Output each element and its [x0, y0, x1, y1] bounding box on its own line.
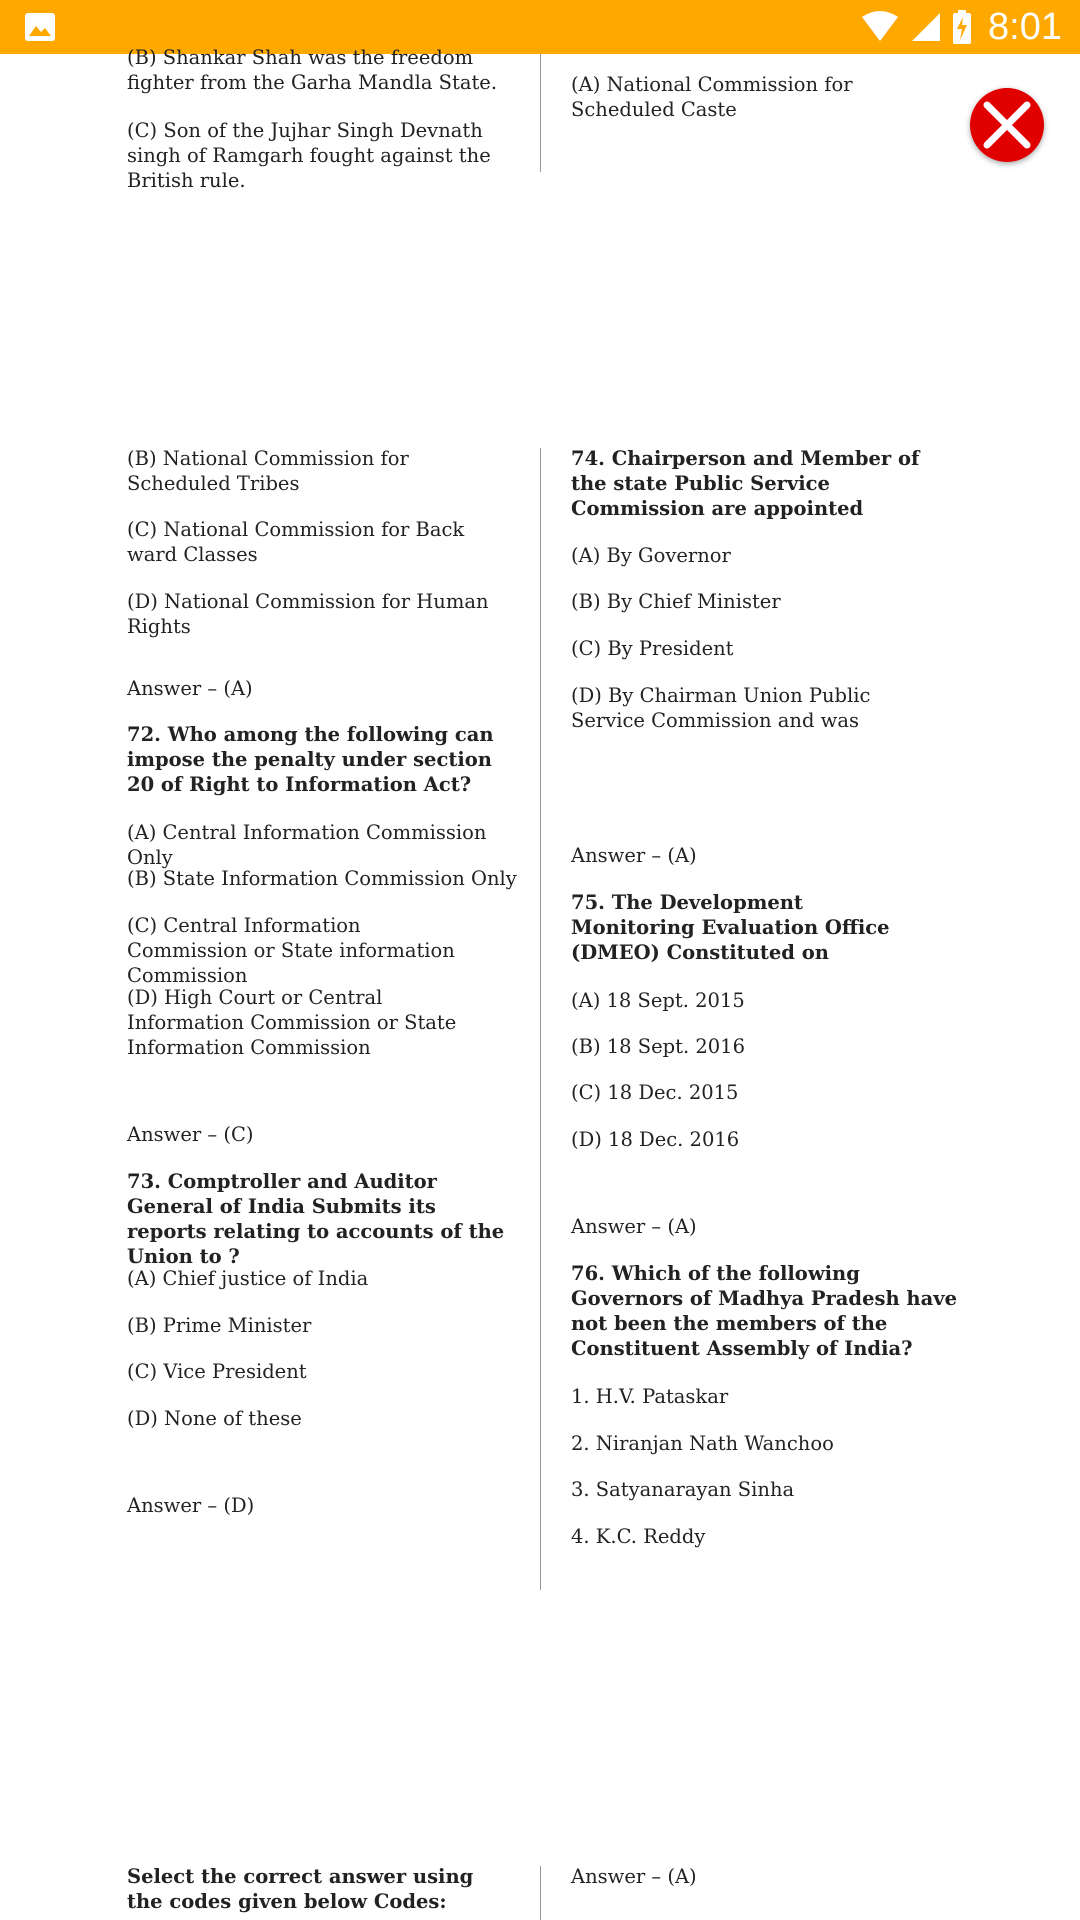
close-x-icon [970, 88, 1044, 162]
answer-text: Answer – (A) [571, 1215, 697, 1238]
option-text: (A) Chief justice of India [127, 1267, 369, 1290]
option-text: (C) Central Information Commission or State information Commission [127, 914, 455, 987]
option-text: (C) 18 Dec. 2015 [571, 1081, 739, 1104]
wifi-icon [860, 11, 900, 43]
status-right-group [860, 0, 1062, 54]
answer-text: Answer – (A) [571, 1865, 697, 1888]
option-text: (B) Prime Minister [127, 1314, 312, 1337]
option-text: (D) High Court or Central Information Commission or State Information Commission [127, 986, 457, 1059]
question-heading: 72. Who among the following can impose the penalty under section 20 of Right to Information Act? [127, 723, 494, 796]
column-divider [540, 1866, 541, 1920]
option-text: (A) 18 Sept. 2015 [571, 989, 745, 1012]
option-text: (A) By Governor [571, 544, 731, 567]
question-heading: 73. Comptroller and Auditor General of India Submits its reports relating to accounts of the Union to ? [127, 1170, 505, 1268]
option-text: (D) None of these [127, 1407, 302, 1430]
option-text: (B) Shankar Shah was the freedom fighter from the Garha Mandla State. [127, 46, 498, 94]
answer-text: Answer – (A) [571, 844, 697, 867]
option-text: (C) Son of the Jujhar Singh Devnath singh of Ramgarh fought against the British rule. [127, 119, 491, 192]
option-text: (A) National Commission for Scheduled Caste [571, 73, 853, 121]
option-text: (D) By Chairman Union Public Service Commission and was [571, 684, 871, 732]
option-text: 4. K.C. Reddy [571, 1525, 706, 1548]
question-heading: 75. The Development Monitoring Evaluation Office (DMEO) Constituted on [571, 891, 890, 964]
close-button[interactable] [970, 88, 1044, 162]
option-text: (B) State Information Commission Only [127, 867, 517, 890]
question-heading: 74. Chairperson and Member of the state Public Service Commission are appointed [571, 447, 920, 520]
option-text: 3. Satyanarayan Sinha [571, 1478, 795, 1501]
option-text: (C) National Commission for Back ward Classes [127, 518, 465, 566]
option-text: (D) National Commission for Human Rights [127, 590, 489, 638]
option-text: 2. Niranjan Nath Wanchoo [571, 1432, 834, 1455]
column-divider [540, 54, 541, 172]
option-text: (B) By Chief Minister [571, 590, 781, 613]
question-heading: 76. Which of the following Governors of Madhya Pradesh have not been the members of the Constituent Assembly of India? [571, 1262, 957, 1360]
option-text: (B) National Commission for Scheduled Tribes [127, 447, 409, 495]
signal-icon [910, 11, 942, 43]
battery-charging-icon [952, 10, 972, 44]
column-divider [540, 448, 541, 1590]
option-text: (D) 18 Dec. 2016 [571, 1128, 740, 1151]
option-text: (C) Vice President [127, 1360, 307, 1383]
option-text: (C) By President [571, 637, 734, 660]
answer-text: Answer – (D) [127, 1494, 255, 1517]
option-text: (B) 18 Sept. 2016 [571, 1035, 745, 1058]
image-icon [24, 12, 56, 42]
status-time: 8:01 [988, 5, 1062, 48]
instruction-heading: Select the correct answer using the codes given below Codes: [127, 1865, 474, 1913]
answer-text: Answer – (C) [127, 1123, 254, 1146]
option-text: (A) Central Information Commission Only [127, 821, 487, 869]
answer-text: Answer – (A) [127, 677, 253, 700]
option-text: 1. H.V. Pataskar [571, 1385, 729, 1408]
